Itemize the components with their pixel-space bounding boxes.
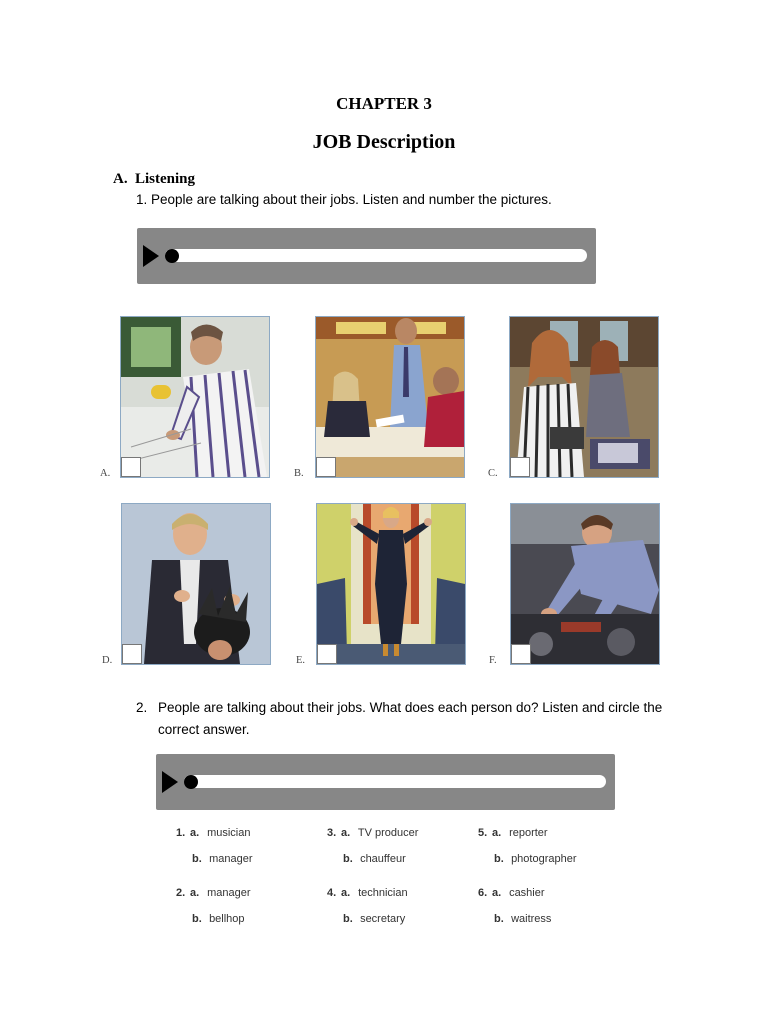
picture-e — [316, 503, 466, 665]
play-icon[interactable] — [143, 245, 159, 267]
audio-scrub-knob[interactable] — [165, 249, 179, 263]
picture-label: D. — [102, 655, 113, 666]
audio-player-2[interactable] — [156, 754, 615, 810]
page-title: JOB Description — [312, 131, 456, 153]
number-box[interactable] — [121, 457, 141, 477]
answer-3b[interactable]: b. chauffeur — [343, 853, 406, 865]
chapter-heading: CHAPTER 3 — [336, 94, 432, 113]
section-title: Listening — [135, 171, 196, 187]
picture-a — [120, 316, 270, 478]
answer-6a[interactable]: 6. a. cashier — [478, 887, 545, 899]
answer-2b[interactable]: b. bellhop — [192, 913, 245, 925]
picture-f — [510, 503, 660, 665]
audio-scrub-knob[interactable] — [184, 775, 198, 789]
number-box[interactable] — [316, 457, 336, 477]
answer-1a[interactable]: 1. a. musician — [176, 827, 251, 839]
audio-track[interactable] — [165, 249, 587, 262]
audio-player-1[interactable] — [137, 228, 596, 284]
answer-choices — [168, 820, 608, 940]
picture-label: B. — [294, 468, 304, 479]
answer-4b[interactable]: b. secretary — [343, 913, 406, 925]
number-box[interactable] — [317, 644, 337, 664]
picture-b — [315, 316, 465, 478]
answer-3a[interactable]: 3. a. TV producer — [327, 827, 419, 839]
picture-label: E. — [296, 655, 306, 666]
section-letter: A. — [113, 171, 128, 187]
number-box[interactable] — [510, 457, 530, 477]
picture-d — [121, 503, 271, 665]
answer-6b[interactable]: b. waitress — [494, 913, 552, 925]
answer-4a[interactable]: 4. a. technician — [327, 887, 408, 899]
picture-label: A. — [100, 468, 111, 479]
play-icon[interactable] — [162, 771, 178, 793]
audio-track[interactable] — [184, 775, 606, 788]
instruction-2 — [136, 697, 696, 741]
question-text: People are talking about their jobs. What does each person do? Listen and circle the correct answer. — [158, 700, 663, 737]
picture-c — [509, 316, 659, 478]
picture-label: C. — [488, 468, 498, 479]
answer-1b[interactable]: b. manager — [192, 853, 253, 865]
instruction-1: 1. People are talking about their jobs. Listen and number the pictures. — [136, 192, 552, 207]
answer-5b[interactable]: b. photographer — [494, 853, 577, 865]
number-box[interactable] — [511, 644, 531, 664]
answer-2a[interactable]: 2. a. manager — [176, 887, 251, 899]
section-heading — [113, 171, 195, 188]
answer-5a[interactable]: 5. a. reporter — [478, 827, 548, 839]
question-number: 2. — [136, 700, 148, 715]
number-box[interactable] — [122, 644, 142, 664]
picture-label: F. — [489, 655, 497, 666]
